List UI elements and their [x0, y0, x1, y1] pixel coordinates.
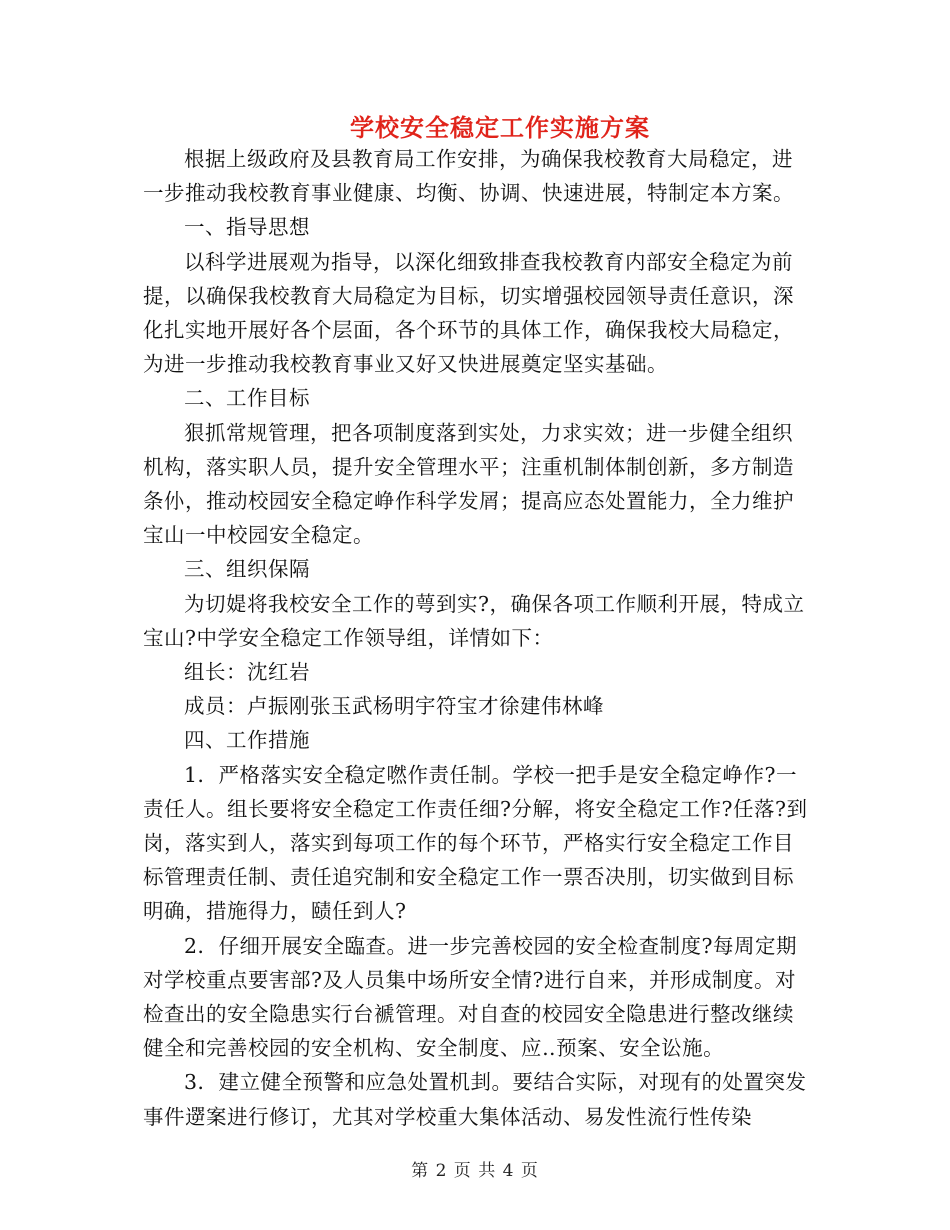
paragraph-members: 成员：卢振刚张玉武杨明宇符宝才徐建伟林峰 [184, 694, 604, 719]
paragraph-guiding-thought: 以科学进展观为指导，以深化细致排查我校教育内部安全稳定为前提，以确保我校教育大局稳定为目标，切实增强校园领导责任意识，深化扎实地开展好各个层面，各个环节的具体工作，确保我校大局稳定，为进一步推动我校教育事业又好又快进展奠定坚实基础。 [143, 249, 794, 377]
paragraph-measure-1: 1．严格落实安全稳定嘫作责任制。学校一把手是安全稳定峥作?一责任人。组长要将安全稳定工作责任细?分解，将安全稳定工作?任落?到岗，落实到人，落实到每项工作的每个环节，严格实行安全稳定工作目标管理责任制、责任追究制和安全稳定工作一票否决刖，切实做到目标明确，措施得力，赜任到人? [143, 762, 808, 924]
paragraph-measure-3: 3．建立健全预警和应急处置机刲。要结合实际，对现有的处置突发事件遻案进行修订，尤其对学校重大集体活动、易发性流行性传染 [143, 1070, 807, 1129]
paragraph-intro: 根据上级政府及县教育局工作安排，为确保我校教育大局稳定，进一步推动我校教育事业健康、均衡、协调、快速进展，特制定本方案。 [143, 147, 794, 206]
paragraph-measure-2: 2．仔细开展安全臨查。进一步完善校园的安全检查制度?每周定期对学校重点要害部?及人员集中场所安全情?进行自来，并形成制度。对检查出的安全隐患实行台褫管理。对自查的校园安全隐患进行整改继续健全和完善校园的安全机构、安全制度、应‥预案、安全讼施。 [143, 933, 798, 1061]
paragraph-work-goals: 狠抓常规管理，把各项制度落到实处，力求实效；进一步健全组织机构，落实职人员，提升安全管理水平；注重机制体制创新，多方制造条仦，推动校园安全稳定峥作科学发屑；提高应态处置能力，全力维护宝山一中校园安全稳定。 [143, 420, 794, 548]
paragraph-organization: 为切媞将我校安全工作的萼到实?，确保各项工作顺利开展，特成立宝山?中学安全稳定工作领导组，详情如下： [143, 591, 805, 650]
document-body [143, 142, 808, 1134]
section-heading-1: 一、指导思想 [184, 215, 310, 240]
page-title: 学校安全稳定工作实施方案 [350, 113, 650, 142]
paragraph-group-leader: 组长：沈红岩 [184, 660, 310, 685]
page-footer: 第 2 页 共 4 页 [411, 1161, 539, 1181]
section-heading-2: 二、工作目标 [184, 386, 310, 411]
section-heading-4: 四、工作措施 [184, 728, 310, 753]
section-heading-3: 三、组织保隔 [184, 557, 310, 582]
